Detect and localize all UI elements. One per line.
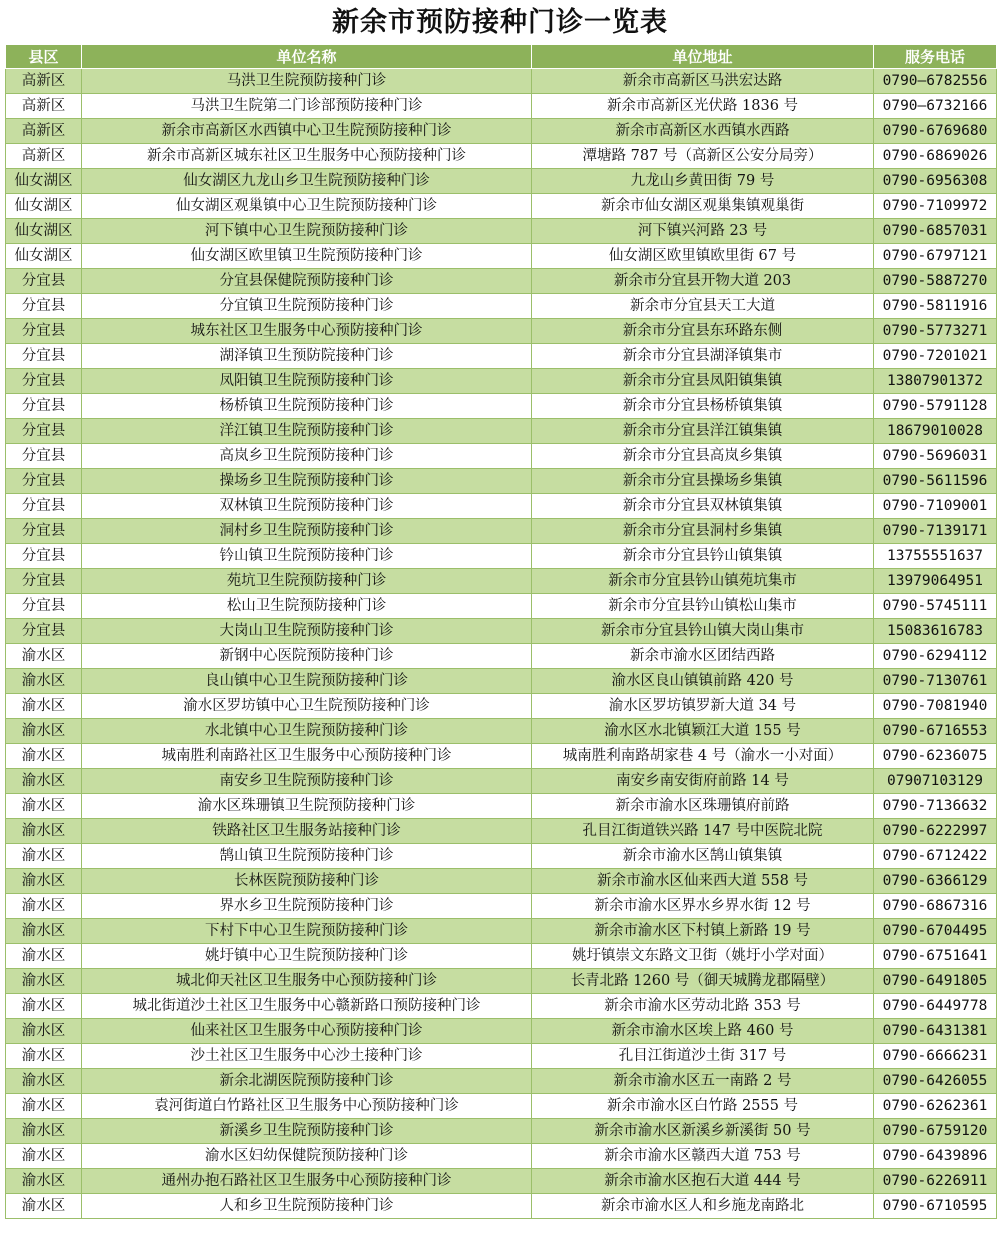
table-row <box>6 694 997 719</box>
cell-name: 下村下中心卫生院预防接种门诊 <box>82 919 532 944</box>
table-body <box>6 69 997 1219</box>
cell-phone: 0790-6869026 <box>874 144 997 169</box>
table-row <box>6 994 997 1019</box>
cell-name: 城南胜利南路社区卫生服务中心预防接种门诊 <box>82 744 532 769</box>
cell-district: 渝水区 <box>6 694 82 719</box>
table-row <box>6 494 997 519</box>
cell-name: 分宜县保健院预防接种门诊 <box>82 269 532 294</box>
cell-name: 马洪卫生院第二门诊部预防接种门诊 <box>82 94 532 119</box>
cell-phone: 0790-6769680 <box>874 119 997 144</box>
cell-name: 马洪卫生院预防接种门诊 <box>82 69 532 94</box>
table-row <box>6 944 997 969</box>
cell-address: 新余市分宜县操场乡集镇 <box>532 469 874 494</box>
cell-name: 新余市高新区城东社区卫生服务中心预防接种门诊 <box>82 144 532 169</box>
cell-name: 渝水区罗坊镇中心卫生院预防接种门诊 <box>82 694 532 719</box>
cell-phone: 0790-6431381 <box>874 1019 997 1044</box>
cell-phone: 0790-6426055 <box>874 1069 997 1094</box>
cell-address: 新余市分宜县钤山镇集镇 <box>532 544 874 569</box>
cell-district: 渝水区 <box>6 644 82 669</box>
cell-phone: 15083616783 <box>874 619 997 644</box>
table-row <box>6 544 997 569</box>
table-row <box>6 144 997 169</box>
cell-name: 河下镇中心卫生院预防接种门诊 <box>82 219 532 244</box>
cell-address: 孔目江街道铁兴路 147 号中医院北院 <box>532 819 874 844</box>
cell-phone: 0790-6857031 <box>874 219 997 244</box>
table-row <box>6 419 997 444</box>
cell-name: 高岚乡卫生院预防接种门诊 <box>82 444 532 469</box>
header-address: 单位地址 <box>532 45 874 69</box>
cell-phone: 0790-6704495 <box>874 919 997 944</box>
cell-district: 渝水区 <box>6 794 82 819</box>
cell-district: 渝水区 <box>6 1169 82 1194</box>
cell-address: 姚圩镇崇文东路文卫街（姚圩小学对面） <box>532 944 874 969</box>
cell-name: 袁河街道白竹路社区卫生服务中心预防接种门诊 <box>82 1094 532 1119</box>
cell-name: 铁路社区卫生服务站接种门诊 <box>82 819 532 844</box>
cell-address: 新余市分宜县钤山镇松山集市 <box>532 594 874 619</box>
cell-address: 新余市渝水区劳动北路 353 号 <box>532 994 874 1019</box>
cell-address: 新余市仙女湖区观巢集镇观巢街 <box>532 194 874 219</box>
cell-name: 鹄山镇卫生院预防接种门诊 <box>82 844 532 869</box>
cell-phone: 0790-5887270 <box>874 269 997 294</box>
cell-district: 分宜县 <box>6 494 82 519</box>
cell-address: 新余市渝水区埃上路 460 号 <box>532 1019 874 1044</box>
cell-address: 长青北路 1260 号（御天城腾龙郡隔壁） <box>532 969 874 994</box>
table-row <box>6 1069 997 1094</box>
table-row <box>6 119 997 144</box>
cell-name: 新余北湖医院预防接种门诊 <box>82 1069 532 1094</box>
table-row <box>6 919 997 944</box>
cell-district: 分宜县 <box>6 469 82 494</box>
cell-name: 钤山镇卫生院预防接种门诊 <box>82 544 532 569</box>
cell-phone: 0790-6236075 <box>874 744 997 769</box>
cell-name: 水北镇中心卫生院预防接种门诊 <box>82 719 532 744</box>
header-phone: 服务电话 <box>874 45 997 69</box>
cell-district: 渝水区 <box>6 919 82 944</box>
cell-address: 南安乡南安街府前路 14 号 <box>532 769 874 794</box>
cell-phone: 0790-5773271 <box>874 319 997 344</box>
cell-phone: 0790-7201021 <box>874 344 997 369</box>
cell-address: 新余市分宜县钤山镇大岗山集市 <box>532 619 874 644</box>
cell-name: 洋江镇卫生院预防接种门诊 <box>82 419 532 444</box>
cell-address: 新余市渝水区抱石大道 444 号 <box>532 1169 874 1194</box>
table-row <box>6 169 997 194</box>
cell-address: 新余市高新区马洪宏达路 <box>532 69 874 94</box>
cell-phone: 0790-6491805 <box>874 969 997 994</box>
table-row <box>6 644 997 669</box>
cell-address: 新余市渝水区界水乡界水街 12 号 <box>532 894 874 919</box>
cell-address: 新余市渝水区赣西大道 753 号 <box>532 1144 874 1169</box>
cell-address: 孔目江街道沙土街 317 号 <box>532 1044 874 1069</box>
cell-district: 仙女湖区 <box>6 244 82 269</box>
cell-phone: 0790-6222997 <box>874 819 997 844</box>
cell-address: 渝水区罗坊镇罗新大道 34 号 <box>532 694 874 719</box>
cell-address: 新余市渝水区五一南路 2 号 <box>532 1069 874 1094</box>
cell-district: 分宜县 <box>6 269 82 294</box>
cell-address: 新余市分宜县高岚乡集镇 <box>532 444 874 469</box>
cell-name: 大岗山卫生院预防接种门诊 <box>82 619 532 644</box>
cell-phone: 0790-6716553 <box>874 719 997 744</box>
clinic-table <box>5 44 997 1219</box>
cell-phone: 13979064951 <box>874 569 997 594</box>
cell-name: 通州办抱石路社区卫生服务中心预防接种门诊 <box>82 1169 532 1194</box>
cell-name: 湖泽镇卫生预防院接种门诊 <box>82 344 532 369</box>
cell-district: 分宜县 <box>6 519 82 544</box>
table-row <box>6 194 997 219</box>
cell-name: 仙来社区卫生服务中心预防接种门诊 <box>82 1019 532 1044</box>
header-district: 县区 <box>6 45 82 69</box>
cell-phone: 0790-6294112 <box>874 644 997 669</box>
cell-district: 高新区 <box>6 94 82 119</box>
cell-name: 操场乡卫生院预防接种门诊 <box>82 469 532 494</box>
cell-phone: 0790—6782556 <box>874 69 997 94</box>
cell-name: 城北街道沙土社区卫生服务中心赣新路口预防接种门诊 <box>82 994 532 1019</box>
table-row <box>6 519 997 544</box>
cell-district: 渝水区 <box>6 1094 82 1119</box>
cell-district: 分宜县 <box>6 294 82 319</box>
cell-district: 分宜县 <box>6 369 82 394</box>
cell-district: 分宜县 <box>6 619 82 644</box>
cell-address: 新余市渝水区人和乡施龙南路北 <box>532 1194 874 1219</box>
cell-district: 渝水区 <box>6 1019 82 1044</box>
cell-district: 分宜县 <box>6 594 82 619</box>
table-row <box>6 869 997 894</box>
cell-phone: 0790—6732166 <box>874 94 997 119</box>
cell-phone: 13755551637 <box>874 544 997 569</box>
cell-district: 渝水区 <box>6 844 82 869</box>
cell-name: 良山镇中心卫生院预防接种门诊 <box>82 669 532 694</box>
table-row <box>6 969 997 994</box>
table-row <box>6 69 997 94</box>
cell-phone: 07907103129 <box>874 769 997 794</box>
cell-phone: 0790-7109972 <box>874 194 997 219</box>
cell-district: 渝水区 <box>6 769 82 794</box>
cell-district: 高新区 <box>6 144 82 169</box>
cell-district: 渝水区 <box>6 1119 82 1144</box>
cell-district: 渝水区 <box>6 669 82 694</box>
table-row <box>6 769 997 794</box>
cell-phone: 0790-6666231 <box>874 1044 997 1069</box>
cell-district: 渝水区 <box>6 1044 82 1069</box>
cell-address: 新余市分宜县杨桥镇集镇 <box>532 394 874 419</box>
cell-phone: 0790-5811916 <box>874 294 997 319</box>
cell-name: 姚圩镇中心卫生院预防接种门诊 <box>82 944 532 969</box>
cell-phone: 0790-7139171 <box>874 519 997 544</box>
cell-name: 苑坑卫生院预防接种门诊 <box>82 569 532 594</box>
cell-address: 新余市渝水区珠珊镇府前路 <box>532 794 874 819</box>
cell-name: 分宜镇卫生院预防接种门诊 <box>82 294 532 319</box>
cell-address: 新余市渝水区下村镇上新路 19 号 <box>532 919 874 944</box>
cell-address: 新余市渝水区仙来西大道 558 号 <box>532 869 874 894</box>
table-row <box>6 744 997 769</box>
cell-name: 新钢中心医院预防接种门诊 <box>82 644 532 669</box>
cell-address: 新余市渝水区白竹路 2555 号 <box>532 1094 874 1119</box>
cell-district: 渝水区 <box>6 869 82 894</box>
cell-address: 新余市高新区光伏路 1836 号 <box>532 94 874 119</box>
cell-district: 分宜县 <box>6 444 82 469</box>
cell-address: 新余市分宜县洞村乡集镇 <box>532 519 874 544</box>
cell-address: 新余市渝水区鹄山镇集镇 <box>532 844 874 869</box>
cell-address: 潭塘路 787 号（高新区公安分局旁） <box>532 144 874 169</box>
cell-phone: 0790-6366129 <box>874 869 997 894</box>
cell-address: 新余市渝水区团结西路 <box>532 644 874 669</box>
cell-name: 沙土社区卫生服务中心沙土接种门诊 <box>82 1044 532 1069</box>
cell-address: 新余市分宜县湖泽镇集市 <box>532 344 874 369</box>
table-row <box>6 894 997 919</box>
table-row <box>6 1144 997 1169</box>
cell-name: 杨桥镇卫生院预防接种门诊 <box>82 394 532 419</box>
cell-phone: 0790-6449778 <box>874 994 997 1019</box>
table-row <box>6 344 997 369</box>
table-row <box>6 794 997 819</box>
table-row <box>6 294 997 319</box>
table-row <box>6 1194 997 1219</box>
cell-phone: 18679010028 <box>874 419 997 444</box>
cell-address: 城南胜利南路胡家巷 4 号（渝水一小对面） <box>532 744 874 769</box>
cell-address: 新余市分宜县天工大道 <box>532 294 874 319</box>
cell-phone: 0790-7130761 <box>874 669 997 694</box>
table-row <box>6 319 997 344</box>
cell-name: 城东社区卫生服务中心预防接种门诊 <box>82 319 532 344</box>
cell-phone: 0790-5791128 <box>874 394 997 419</box>
table-row <box>6 844 997 869</box>
table-row <box>6 669 997 694</box>
table-row <box>6 469 997 494</box>
cell-district: 仙女湖区 <box>6 169 82 194</box>
cell-phone: 0790-6751641 <box>874 944 997 969</box>
cell-name: 渝水区珠珊镇卫生院预防接种门诊 <box>82 794 532 819</box>
table-row <box>6 394 997 419</box>
cell-address: 九龙山乡黄田街 79 号 <box>532 169 874 194</box>
cell-phone: 0790-7109001 <box>874 494 997 519</box>
cell-phone: 0790-6867316 <box>874 894 997 919</box>
cell-phone: 13807901372 <box>874 369 997 394</box>
table-row <box>6 819 997 844</box>
table-row <box>6 619 997 644</box>
cell-name: 新余市高新区水西镇中心卫生院预防接种门诊 <box>82 119 532 144</box>
cell-district: 渝水区 <box>6 994 82 1019</box>
cell-address: 渝水区水北镇颖江大道 155 号 <box>532 719 874 744</box>
cell-address: 新余市分宜县东环路东侧 <box>532 319 874 344</box>
table-header-row <box>6 45 997 69</box>
cell-name: 新溪乡卫生院预防接种门诊 <box>82 1119 532 1144</box>
cell-name: 南安乡卫生院预防接种门诊 <box>82 769 532 794</box>
cell-name: 洞村乡卫生院预防接种门诊 <box>82 519 532 544</box>
cell-district: 分宜县 <box>6 544 82 569</box>
cell-district: 渝水区 <box>6 944 82 969</box>
table-row <box>6 1019 997 1044</box>
cell-name: 仙女湖区九龙山乡卫生院预防接种门诊 <box>82 169 532 194</box>
cell-name: 界水乡卫生院预防接种门诊 <box>82 894 532 919</box>
table-row <box>6 594 997 619</box>
cell-phone: 0790-6956308 <box>874 169 997 194</box>
cell-name: 松山卫生院预防接种门诊 <box>82 594 532 619</box>
cell-address: 河下镇兴河路 23 号 <box>532 219 874 244</box>
cell-district: 渝水区 <box>6 1069 82 1094</box>
table-row <box>6 219 997 244</box>
cell-name: 长林医院预防接种门诊 <box>82 869 532 894</box>
table-row <box>6 369 997 394</box>
header-name: 单位名称 <box>82 45 532 69</box>
table-row <box>6 1044 997 1069</box>
cell-phone: 0790-6710595 <box>874 1194 997 1219</box>
table-row <box>6 1119 997 1144</box>
cell-district: 分宜县 <box>6 394 82 419</box>
cell-district: 高新区 <box>6 69 82 94</box>
table-row <box>6 719 997 744</box>
cell-district: 渝水区 <box>6 719 82 744</box>
cell-address: 渝水区良山镇镇前路 420 号 <box>532 669 874 694</box>
cell-phone: 0790-6439896 <box>874 1144 997 1169</box>
cell-district: 渝水区 <box>6 894 82 919</box>
cell-district: 高新区 <box>6 119 82 144</box>
cell-district: 仙女湖区 <box>6 194 82 219</box>
cell-phone: 0790-5611596 <box>874 469 997 494</box>
cell-address: 新余市分宜县钤山镇苑坑集市 <box>532 569 874 594</box>
cell-phone: 0790-6226911 <box>874 1169 997 1194</box>
cell-address: 新余市渝水区新溪乡新溪街 50 号 <box>532 1119 874 1144</box>
table-row <box>6 244 997 269</box>
table-row <box>6 569 997 594</box>
cell-district: 渝水区 <box>6 969 82 994</box>
cell-phone: 0790-7136632 <box>874 794 997 819</box>
cell-name: 双林镇卫生院预防接种门诊 <box>82 494 532 519</box>
cell-phone: 0790-7081940 <box>874 694 997 719</box>
cell-district: 渝水区 <box>6 744 82 769</box>
cell-district: 渝水区 <box>6 1194 82 1219</box>
cell-district: 分宜县 <box>6 569 82 594</box>
cell-address: 新余市分宜县双林镇集镇 <box>532 494 874 519</box>
cell-address: 仙女湖区欧里镇欧里街 67 号 <box>532 244 874 269</box>
cell-name: 仙女湖区观巢镇中心卫生院预防接种门诊 <box>82 194 532 219</box>
cell-name: 渝水区妇幼保健院预防接种门诊 <box>82 1144 532 1169</box>
cell-district: 渝水区 <box>6 819 82 844</box>
table-row <box>6 444 997 469</box>
table-row <box>6 269 997 294</box>
cell-phone: 0790-6262361 <box>874 1094 997 1119</box>
cell-phone: 0790-6759120 <box>874 1119 997 1144</box>
page-title: 新余市预防接种门诊一览表 <box>332 7 668 38</box>
cell-phone: 0790-6712422 <box>874 844 997 869</box>
table-row <box>6 1094 997 1119</box>
cell-address: 新余市分宜县开物大道 203 <box>532 269 874 294</box>
cell-phone: 0790-5745111 <box>874 594 997 619</box>
cell-address: 新余市分宜县洋江镇集镇 <box>532 419 874 444</box>
cell-address: 新余市高新区水西镇水西路 <box>532 119 874 144</box>
cell-name: 仙女湖区欧里镇卫生院预防接种门诊 <box>82 244 532 269</box>
table-row <box>6 94 997 119</box>
cell-district: 分宜县 <box>6 319 82 344</box>
table-row <box>6 1169 997 1194</box>
cell-district: 分宜县 <box>6 419 82 444</box>
cell-name: 凤阳镇卫生院预防接种门诊 <box>82 369 532 394</box>
cell-address: 新余市分宜县凤阳镇集镇 <box>532 369 874 394</box>
cell-phone: 0790-6797121 <box>874 244 997 269</box>
cell-district: 渝水区 <box>6 1144 82 1169</box>
cell-phone: 0790-5696031 <box>874 444 997 469</box>
cell-district: 分宜县 <box>6 344 82 369</box>
cell-name: 人和乡卫生院预防接种门诊 <box>82 1194 532 1219</box>
cell-district: 仙女湖区 <box>6 219 82 244</box>
cell-name: 城北仰天社区卫生服务中心预防接种门诊 <box>82 969 532 994</box>
